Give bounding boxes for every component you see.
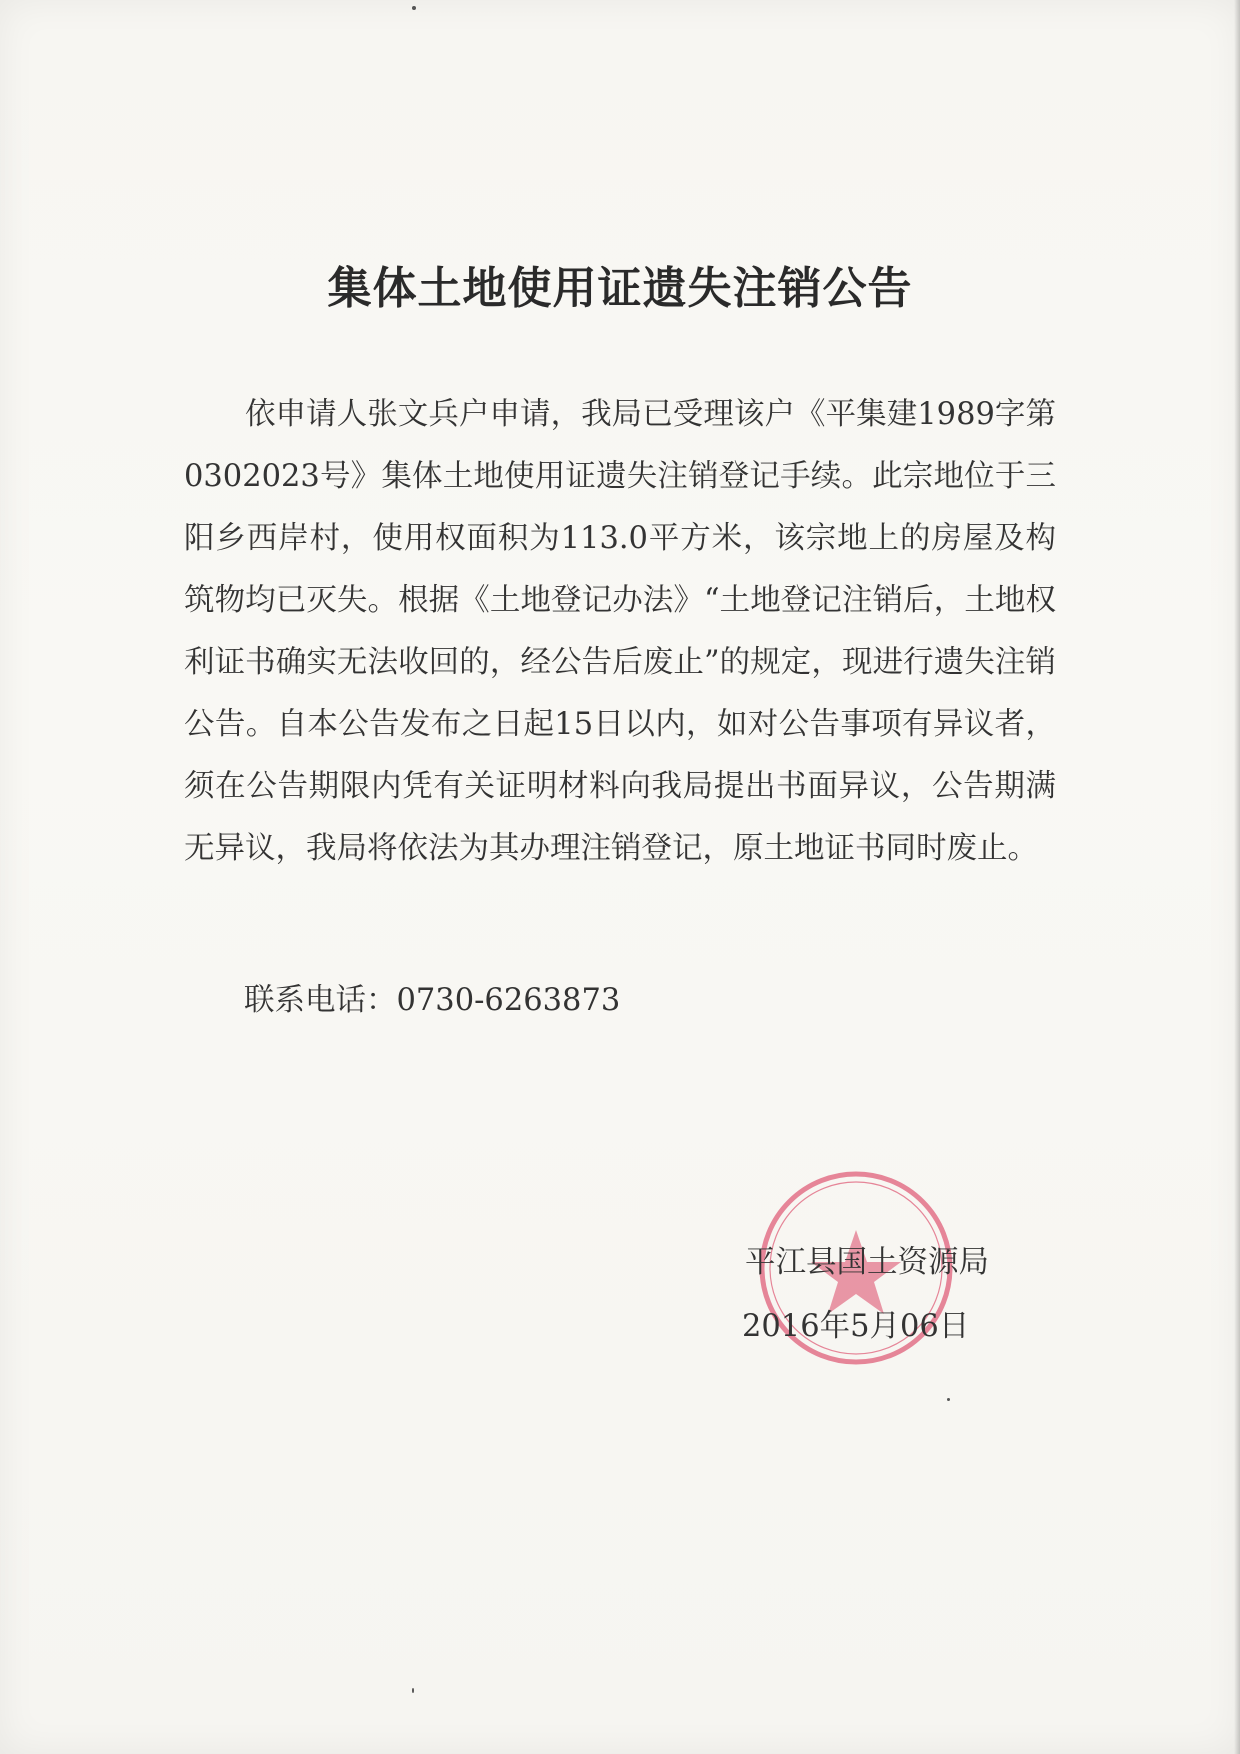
signature-date: 2016年5月06日 bbox=[742, 1309, 970, 1344]
page-title: 集体土地使用证遗失注销公告 bbox=[327, 263, 913, 314]
contact-phone: 联系电话：0730-6263873 bbox=[244, 983, 621, 1018]
notice-body: 依申请人张文兵户申请，我局已受理该户《平集建1989字第0302023号》集体土地使用证遗失注销登记手续。此宗地位于三阳乡西岸村，使用权面积为113.0平方米，该宗地上的房屋及构筑物均已灭失。根据《土地登记办法》“土地登记注销后，土地权利证书确实无法收回的，经公告后废止”的规定，现进行遗失注销公告。自本公告发布之日起15日以内，如对公告事项有异议者，须在公告期限内凭有关证明材料向我局提出书面异议，公告期满无异议，我局将依法为其办理注销登记，原土地证书同时废止。 bbox=[184, 397, 1056, 866]
scan-speck bbox=[412, 1688, 414, 1693]
signer-organization: 平江县国土资源局 bbox=[745, 1245, 989, 1280]
scan-speck bbox=[947, 1398, 950, 1401]
scan-speck bbox=[412, 6, 416, 10]
